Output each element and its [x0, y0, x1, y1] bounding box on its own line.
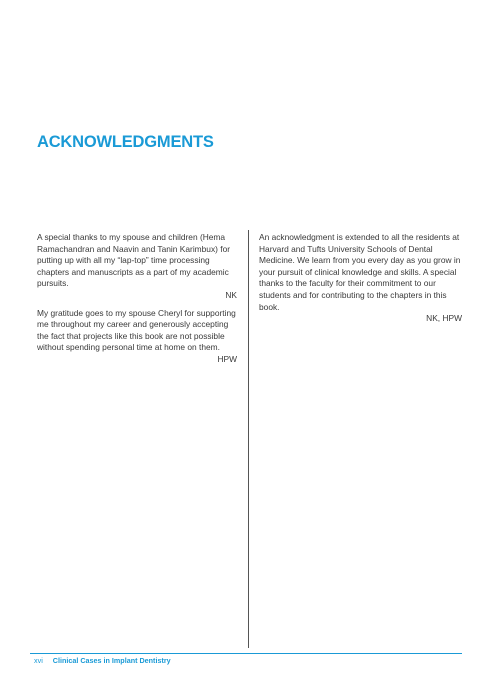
right-signature-1: NK, HPW: [426, 313, 462, 324]
running-book-title: Clinical Cases in Implant Dentistry: [52, 656, 171, 665]
left-paragraph-1: A special thanks to my spouse and children (Hema Ramachandran and Naavin and Tanin Karimbux) for putting up with all my “lap-top” time processing chapters and manuscripts as a part of my academic pursuits.: [37, 232, 231, 289]
left-signature-1: NK: [225, 289, 237, 300]
page-heading: ACKNOWLEDGMENTS: [37, 133, 214, 151]
page-number: xvi: [34, 656, 43, 665]
left-paragraph-2: My gratitude goes to my spouse Cheryl for supporting me throughout my career and generously accepting the fact that projects like this book are not possible without spending personal time at home on them.: [37, 307, 236, 353]
left-signature-2: HPW: [217, 353, 237, 364]
footer-rule: [30, 653, 462, 654]
right-paragraph-1: An acknowledgment is extended to all the residents at Harvard and Tufts University Schools of Dental Medicine. We learn from you every day as you grow in your pursuit of clinical knowledge and skills. A special thanks to the faculty for their commitment to our students and for contributing to the chapters in this book.: [259, 232, 461, 312]
page-footer: [34, 656, 171, 666]
right-column: [259, 232, 462, 331]
column-divider: [248, 230, 249, 648]
left-column: [37, 232, 237, 372]
